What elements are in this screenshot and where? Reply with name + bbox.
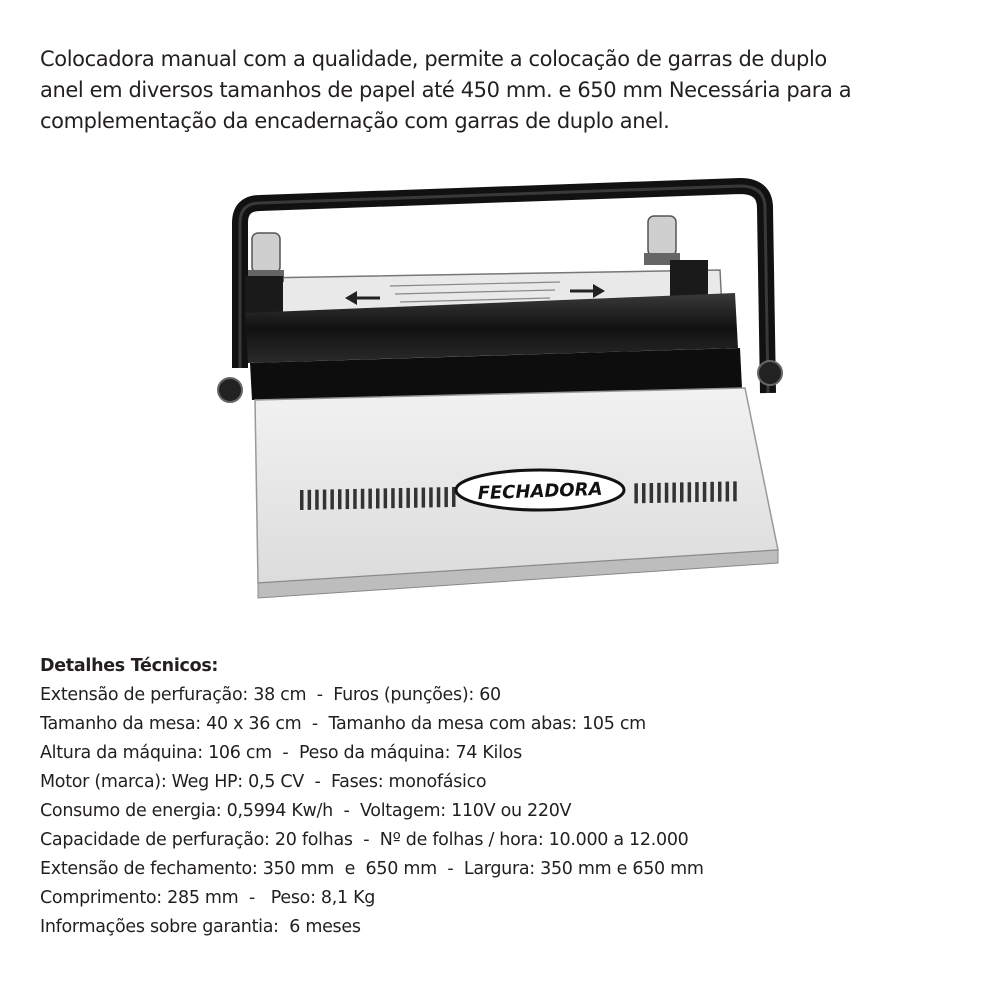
- spring-post-left: [248, 233, 284, 282]
- side-block-left: [245, 276, 283, 316]
- slot-mark: [444, 487, 448, 507]
- slot-mark: [688, 482, 692, 502]
- slot-mark: [703, 482, 707, 502]
- slot-mark: [733, 481, 737, 501]
- slot-mark: [308, 490, 312, 510]
- slot-mark: [353, 489, 357, 509]
- slot-mark: [406, 488, 410, 508]
- slot-mark: [726, 481, 730, 501]
- slot-mark: [414, 488, 418, 508]
- slot-mark: [315, 490, 319, 510]
- slot-mark: [399, 488, 403, 508]
- brand-badge: [456, 470, 624, 510]
- slot-mark: [710, 482, 714, 502]
- slot-mark: [300, 490, 304, 510]
- spec-line: Extensão de perfuração: 38 cm - Furos (punções): 60: [40, 685, 501, 705]
- spec-line: Motor (marca): Weg HP: 0,5 CV - Fases: monofásico: [40, 772, 487, 792]
- spec-line: Comprimento: 285 mm - Peso: 8,1 Kg: [40, 888, 376, 908]
- technical-details-heading: Detalhes Técnicos:: [40, 656, 219, 676]
- slot-mark: [657, 483, 661, 503]
- slot-mark: [330, 489, 334, 509]
- slot-mark: [680, 482, 684, 502]
- slot-mark: [650, 483, 654, 503]
- slot-mark: [672, 483, 676, 503]
- description-line: anel em diversos tamanhos de papel até 450 mm. e 650 mm Necessária para a: [40, 78, 852, 102]
- slot-mark: [642, 483, 646, 503]
- slot-mark: [437, 487, 441, 507]
- slot-mark: [634, 483, 638, 503]
- slot-mark: [384, 488, 388, 508]
- slot-mark: [338, 489, 342, 509]
- description-line: Colocadora manual com a qualidade, permite a colocação de garras de duplo: [40, 47, 827, 71]
- spec-line: Tamanho da mesa: 40 x 36 cm - Tamanho da mesa com abas: 105 cm: [40, 714, 646, 734]
- slot-mark: [376, 488, 380, 508]
- slot-mark: [323, 490, 327, 510]
- slot-mark: [695, 482, 699, 502]
- slot-mark: [391, 488, 395, 508]
- product-description: [40, 44, 970, 137]
- spec-line: Extensão de fechamento: 350 mm e 650 mm - Largura: 350 mm e 650 mm: [40, 859, 704, 879]
- spec-line: Capacidade de perfuração: 20 folhas - Nº de folhas / hora: 10.000 a 12.000: [40, 830, 689, 850]
- slot-mark: [361, 489, 365, 509]
- spec-line: Consumo de energia: 0,5994 Kw/h - Voltagem: 110V ou 220V: [40, 801, 572, 821]
- spec-line: Altura da máquina: 106 cm - Peso da máquina: 74 Kilos: [40, 743, 522, 763]
- brand-text: FECHADORA: [477, 478, 603, 505]
- spec-line: Informações sobre garantia: 6 meses: [40, 917, 361, 937]
- pivot-bolt-right: [758, 361, 782, 385]
- slot-mark: [429, 487, 433, 507]
- slot-mark: [422, 488, 426, 508]
- slot-mark: [346, 489, 350, 509]
- slot-mark: [665, 483, 669, 503]
- side-block-right: [670, 260, 708, 300]
- pivot-bolt-left: [218, 378, 242, 402]
- description-line: complementação da encadernação com garras de duplo anel.: [40, 109, 670, 133]
- slot-mark: [368, 489, 372, 509]
- technical-details: [40, 652, 980, 942]
- product-photo: [200, 178, 800, 618]
- spring-post-right: [644, 216, 680, 265]
- slot-mark: [718, 482, 722, 502]
